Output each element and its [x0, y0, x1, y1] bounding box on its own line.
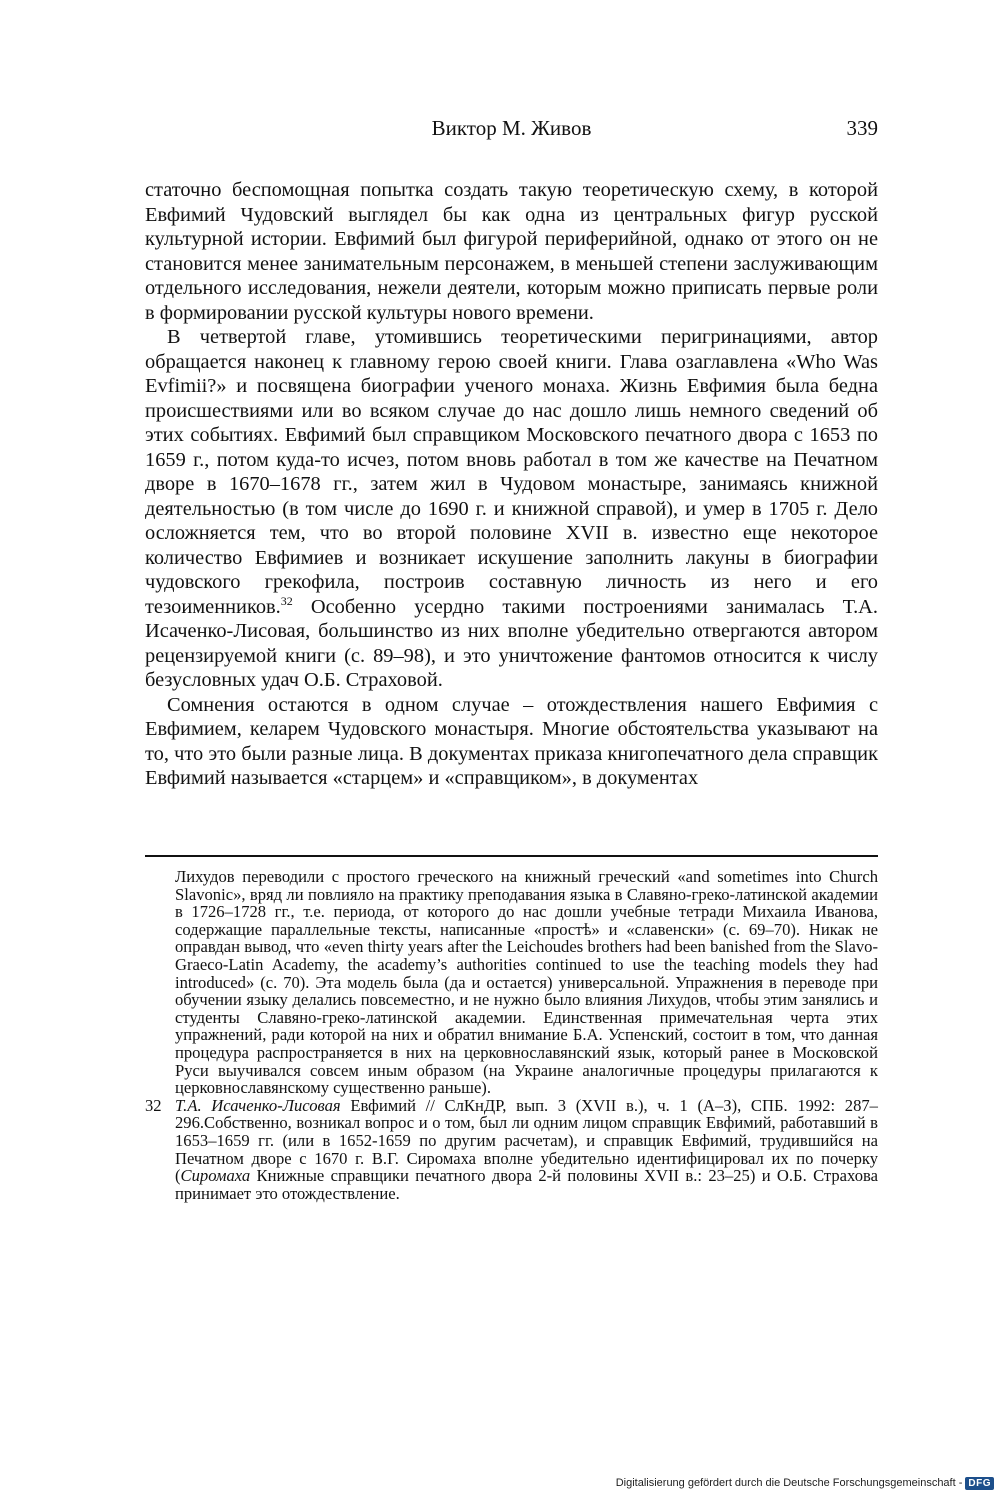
paragraph-2-text-b: Особенно усердно такими построениями занималась Т.А. Исаченко-Лисовая, большинство из них вполне убедительно отвергаются автором рецензируемой книги (с. 89–98), и это уничтожение фантомов относится к числу безусловных удач О.Б. Страховой.	[145, 595, 878, 691]
paragraph-1-text: статочно беспомощная попытка создать такую теоретическую схему, в которой Евфимий Чудовский выглядел бы как одна из центральных фигур русской культурной истории. Евфимий был фигурой периферийной, однако от этого он не становится менее занимательным персонажем, в меньшей степени заслуживающим отдельного исследования, нежели деятели, которым можно приписать первые роли в формировании русской культуры нового времени.	[145, 179, 878, 324]
footnote-32-italic: Сиромаха	[180, 1166, 251, 1186]
footnote-32-text-a: Евфимий // СлКнДР, вып. 3 (XVII в.), ч. 1 (А–З), СПБ. 1992: 287–296.Собственно, возникал вопрос и о том, был ли одним лицом справщик Евфимий, работавший в 1653–1659 гг. (или в 1652-1659 по другим расчетам), и справщик Евфимий, трудившийся на Печатном дворе с 1670 г. В.Г. Сиромаха вполне убедительно идентифицировал их по почерку (	[175, 1095, 878, 1186]
footnote-continued	[145, 868, 878, 1097]
footnote-32	[145, 1097, 878, 1203]
footnote-separator	[145, 855, 878, 857]
running-title: Виктор М. Живов	[431, 116, 592, 140]
main-text	[145, 178, 878, 791]
digitization-credit	[616, 1474, 994, 1492]
footnote-32-author: Т.А. Исаченко-Лисовая	[175, 1095, 341, 1115]
paragraph-3	[145, 693, 878, 791]
page-header	[145, 116, 878, 146]
paragraph-1	[145, 178, 878, 325]
credit-text: Digitalisierung gefördert durch die Deutsche Forschungsgemeinschaft -	[615, 1477, 963, 1489]
paragraph-2-text-a: В четвертой главе, утомившись теоретическими перигринациями, автор обращается наконец к главному герою своей книги. Глава озаглавлена «Who Was Evfimii?» и посвящена биографии ученого монаха. Жизнь Евфимия была бедна происшествиями или во всяком случае до нас дошло лишь немного сведений об этих событиях. Евфимий был справщиком Московского печатного двора с 1653 по 1659 г., потом куда-то исчез, потом вновь работал в том же качестве на Печатном дворе в 1670–1678 гг., затем жил в Чудовом монастыре, занимаясь книжной деятельностью (в том числе до 1690 г. и книжной справой), и умер в 1705 г. Дело осложняется тем, что во второй половине XVII в. известно еще некоторое количество Евфимиев и возникает искушение заполнить лакуны в биографии чудовского грекофила, построив составную личность из него и его тезоименников.	[145, 326, 878, 618]
footnote-continued-text: Лихудов переводили с простого греческого на книжный греческий «and sometimes into Church Slavonic», вряд ли повлияло на практику преподавания языка в Славяно-греко-латинской академии в 1726–1728 гг., т.е. периода, от которого до нас дошли учебные тетради Михаила Иванова, содержащие параллельные тексты, написанные «простѣ» и «славенски» (с. 69–70). Никак не оправдан вывод, что «even thirty years after the Leichoudes brothers had been banished from the Slavo-Graeco-Latin Academy, the academy’s authorities continued to use the teaching models they had introduced» (с. 70). Эта модель была (да и остается) универсальной. Упражнения в переводе при обучении языку делались повсеместно, и не нужно было влияния Лихудов, чтобы этим занялись и студенты Славяно-греко-латинской академии. Единственная примечательная черта этих упражнений, ради которой на них и обратил внимание Б.А. Успенский, состоит в том, что данная процедура распространяется в них на церковнославянский язык, который ранее в Московской Руси выучивался совсем иным образом (на Украине аналогичные процедуры прилагаются к церковнославянскому существенно раньше).	[175, 867, 878, 1098]
page-number: 339	[846, 116, 878, 140]
footnote-ref-32[interactable]: 32	[280, 593, 293, 608]
dfg-logo-icon: DFG	[965, 1477, 994, 1490]
paragraph-2	[145, 325, 878, 693]
footnotes	[145, 868, 878, 1202]
footnote-32-number: 32	[145, 1095, 162, 1115]
footnote-32-text-b: Книжные справщики печатного двора 2-й половины XVII в.: 23–25) и О.Б. Страхова принимает это отождествление.	[175, 1166, 878, 1203]
paragraph-3-text: Сомнения остаются в одном случае – отождествления нашего Евфимия с Евфимием, келарем Чудовского монастыря. Многие обстоятельства указывают на то, что это были разные лица. В документах приказа книгопечатного дела справщик Евфимий называется «старцем» и «справщиком», в документах	[145, 693, 878, 789]
